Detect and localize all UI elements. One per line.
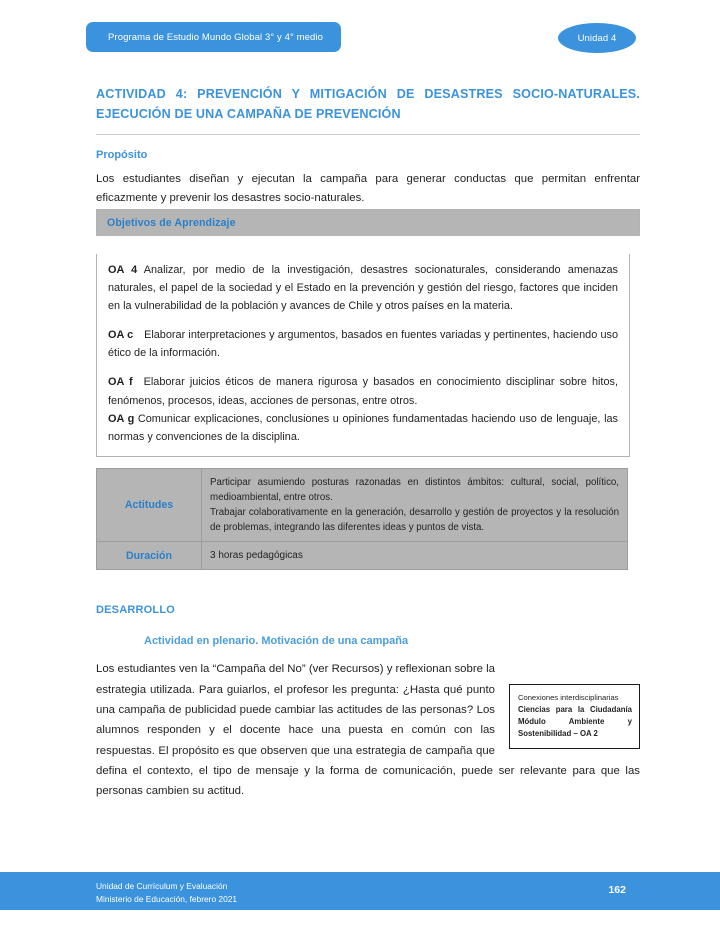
table-row [97,541,628,570]
attitudes-value [202,468,628,541]
development-subheading: Actividad en plenario. Motivación de una campaña [144,635,409,648]
objective-text: Elaborar interpretaciones y argumentos, basados en fuentes variadas y pertinentes, haciendo uso ético de la información. [108,329,618,360]
connections-box-detail: Ciencias para la Ciudadanía Módulo Ambiente y Sostenibilidad – OA 2 [518,705,632,738]
purpose-text: Los estudiantes diseñan y ejecutan la campaña para generar conductas que permitan enfrentar eficazmente y prevenir los desastres socio-naturales. [96,172,640,205]
learning-objectives-header [96,209,640,236]
purpose-heading: Propósito [96,148,148,161]
objective-code: OA f [108,376,133,389]
development-heading: DESARROLLO [96,604,175,617]
title-divider [96,134,640,135]
program-title-label: Programa de Estudio Mundo Global 3° y 4° medio [108,31,323,43]
learning-objectives-label: Objetivos de Aprendizaje [107,217,236,229]
unit-badge-label: Unidad 4 [577,32,617,44]
learning-objectives-body [97,254,629,456]
objective-text: Elaborar juicios éticos de manera rigurosa y basados en conocimiento disciplinar sobre hitos, fenómenos, procesos, ideas, acciones de personas, entre otros. [108,376,618,407]
attitudes-label: Actitudes [97,468,202,541]
table-row [97,468,628,541]
learning-objectives-section [96,209,640,457]
unit-badge [558,23,636,53]
objective-item [108,410,618,446]
activity-title: ACTIVIDAD 4: PREVENCIÓN Y MITIGACIÓN DE DESASTRES SOCIO-NATURALES. EJECUCIÓN DE UNA CAMPAÑA DE PREVENCIÓN [96,87,640,122]
objective-item [108,326,618,362]
attitudes-line-2: Trabajar colaborativamente en la generación, desarrollo y gestión de proyectos y la resolución de problemas, integrando las diferentes ideas y puntos de vista. [210,506,619,533]
objective-code: OA c [108,329,134,342]
activity-meta-table [96,468,628,571]
duration-label: Duración [97,541,202,570]
connections-box-title: Conexiones interdisciplinarias [518,693,619,703]
objective-text: Comunicar explicaciones, conclusiones u opiniones fundamentadas haciendo uso de lenguaje, las normas y convenciones de la disciplina. [108,412,618,443]
page-header [0,22,720,58]
objective-item [108,261,618,315]
footer-org [96,880,237,906]
learning-objectives-box [96,254,630,457]
objective-code: OA 4 [108,264,138,276]
page-content [96,84,640,802]
development-paragraph: Los estudiantes ven la “Campaña del No” (ver Recursos) y reflexionan sobre la estrategia utilizada. Para guiarlos, el profesor les pregunta: ¿Hasta qué punto una campaña de publicidad puede cambiar las actitudes de las personas? Los alumnos responden y el docente hace una puesta en común con las respuestas. El propósito es que observen que una estrategia de campaña que defina el contexto, el tipo de mensaje y la forma de comunicación, puede ser relevante para que las personas cambien su actitud. [96,663,640,798]
objective-code: OA g [108,412,135,425]
footer-line-1: Unidad de Currículum y Evaluación [96,881,228,891]
duration-value: 3 horas pedagógicas [202,541,628,570]
program-title-pill [86,22,341,52]
development-text-block [96,659,640,801]
page-footer [0,872,720,910]
attitudes-line-1: Participar asumiendo posturas razonadas en distintos ámbitos: cultural, social, político, medioambiental, entre otros. [210,476,619,503]
page-number: 162 [608,884,626,896]
objective-text: Analizar, por medio de la investigación, desastres socionaturales, considerando amenazas naturales, el papel de la sociedad y el Estado en la prevención y gestión del riesgo, factores que inciden en la vulnerabilidad de la población y avances de Chile y otros países en la materia. [108,264,619,313]
interdisciplinary-connections-box [509,684,640,748]
footer-line-2: Ministerio de Educación, febrero 2021 [96,893,238,904]
objective-item [108,373,618,409]
